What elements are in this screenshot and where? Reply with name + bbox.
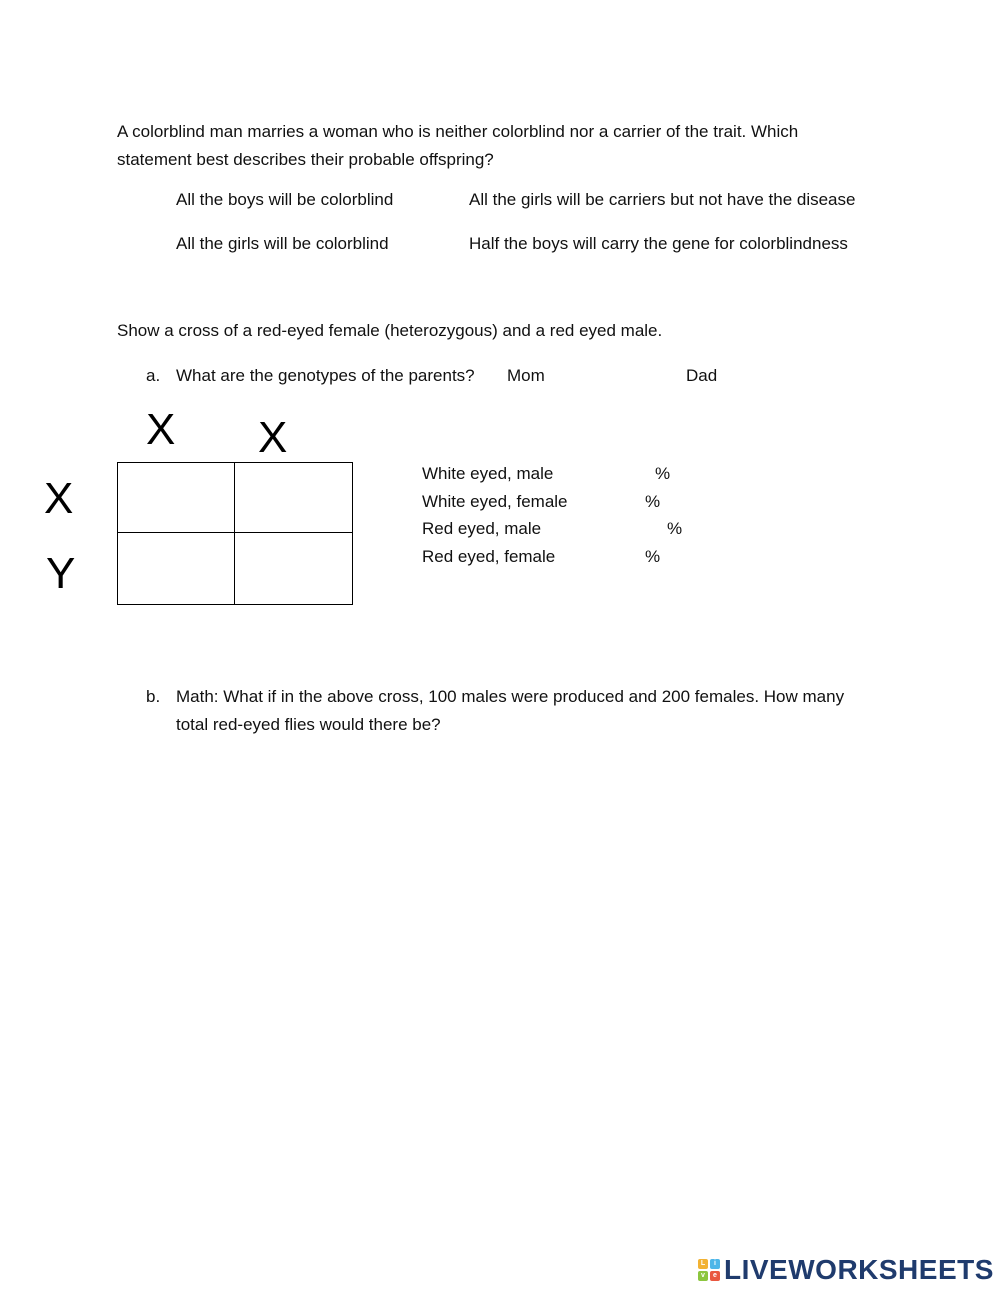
logo-text: LIVEWORKSHEETS (724, 1254, 994, 1285)
ratio-label-red-female: Red eyed, female (422, 547, 556, 566)
logo-square-3: v (698, 1271, 708, 1281)
logo-square-2: i (710, 1259, 720, 1269)
ratio-unit-red-male: % (667, 519, 683, 538)
dad-label: Dad (686, 366, 718, 385)
punnett-top-allele-2: X (258, 413, 288, 462)
ratio-unit-white-male: % (655, 464, 671, 483)
logo-mark-icon (698, 1259, 720, 1281)
part-b-marker: b. (146, 687, 161, 706)
punnett-cell-1[interactable] (118, 463, 235, 533)
option-boys-colorblind[interactable]: All the boys will be colorblind (176, 190, 394, 209)
liveworksheets-logo (698, 1255, 994, 1285)
ratio-unit-white-female: % (645, 492, 661, 511)
punnett-side-allele-1: X (44, 474, 74, 523)
mom-label: Mom (507, 366, 545, 385)
punnett-side-allele-2: Y (46, 549, 76, 598)
ratio-unit-red-female: % (645, 547, 661, 566)
option-girls-colorblind[interactable]: All the girls will be colorblind (176, 234, 389, 253)
question-2-prompt: Show a cross of a red-eyed female (heterozygous) and a red eyed male. (117, 321, 663, 340)
part-b-question: Math: What if in the above cross, 100 males were produced and 200 females. How many total red-eyed flies would there be? (176, 687, 845, 734)
punnett-top-allele-1: X (146, 405, 176, 454)
option-half-boys-carry[interactable]: Half the boys will carry the gene for colorblindness (469, 234, 848, 253)
punnett-cell-4[interactable] (235, 533, 352, 604)
ratio-label-white-male: White eyed, male (422, 464, 554, 483)
part-a-marker: a. (146, 366, 161, 385)
part-a-question: What are the genotypes of the parents? (176, 366, 475, 385)
punnett-cell-3[interactable] (118, 533, 235, 604)
option-girls-carriers[interactable]: All the girls will be carriers but not have the disease (469, 190, 856, 209)
logo-square-1: L (698, 1259, 708, 1269)
logo-square-4: e (710, 1271, 720, 1281)
punnett-cell-2[interactable] (235, 463, 352, 533)
question-1-prompt: A colorblind man marries a woman who is neither colorblind nor a carrier of the trait. Which statement best describes their probable offspring? (117, 122, 799, 169)
punnett-square (117, 462, 353, 605)
ratio-label-red-male: Red eyed, male (422, 519, 542, 538)
ratio-label-white-female: White eyed, female (422, 492, 568, 511)
